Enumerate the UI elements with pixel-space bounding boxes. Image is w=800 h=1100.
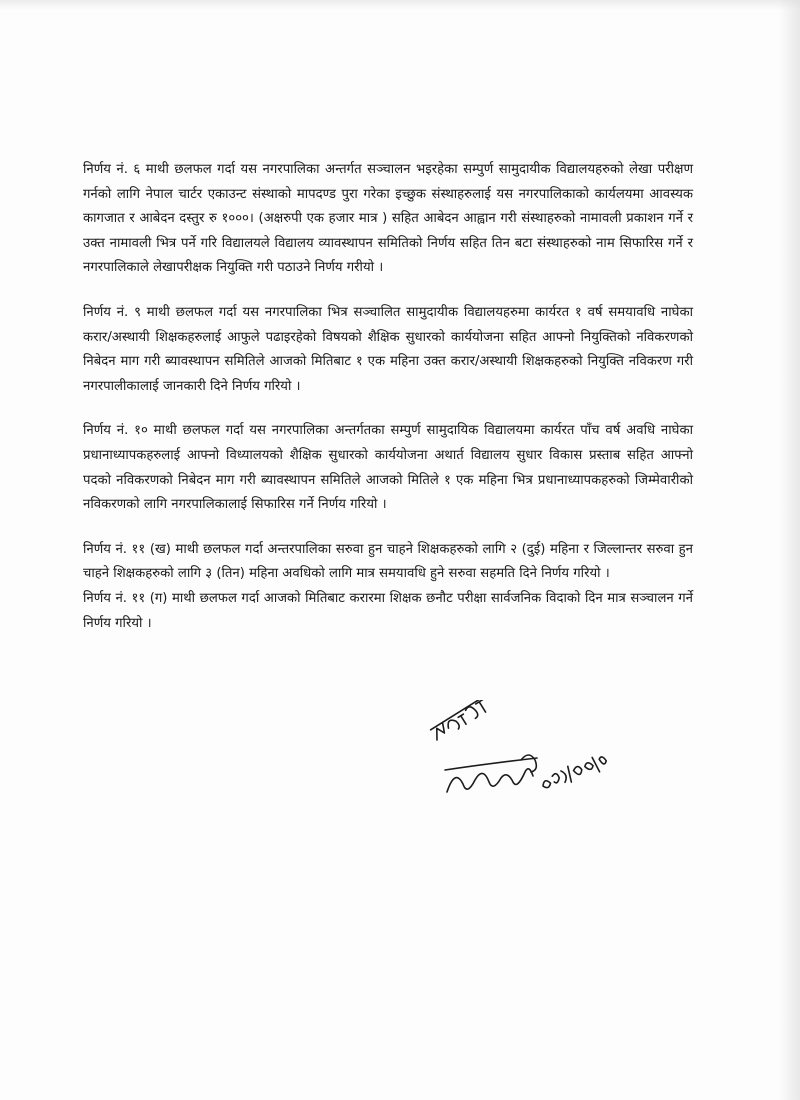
decision-paragraph-6: निर्णय नं. ६ माथी छलफल गर्दा यस नगरपालिका अन्तर्गत सञ्चालन भइरहेका सम्पुर्ण सामुदायीक विद्यालयहरुको लेखा परीक्षण गर्नको लागि नेपाल चार्टर एकाउन्ट संस्थाको मापदण्ड पुरा गरेका इच्छुक संस्थाहरुलाई यस नगरपालिकाको कार्यलयमा आवस्यक कागजात र आबेदन दस्तुर रु १०००। (अक्षरुपी एक हजार मात्र ) सहित आबेदन आह्वान गरी संस्थाहरुको नामावली प्रकाशन गर्ने र उक्त नामावली भित्र पर्ने गरि विद्यालयले विद्यालय व्यावस्थापन समितिको निर्णय सहित तिन बटा संस्थाहरुको नाम सिफारिस गर्ने र नगरपालिकाले लेखापरीक्षक नियुक्ति गरी पठाउने निर्णय गरीयो । <box>83 162 693 276</box>
decision-text-body <box>83 158 693 656</box>
decision-paragraph-9: निर्णय नं. ९ माथी छलफल गर्दा यस नगरपालिका भित्र सञ्चालित सामुदायीक विद्यालयहरुमा कार्यरत १ वर्ष समयावधि नाघेका करार/अस्थायी शिक्षकहरुलाई आफुले पढाइरहेको विषयको शैक्षिक सुधारको कार्ययोजना सहित आफ्नो नियुक्तिको नविकरणको निबेदन माग गरी ब्यावस्थापन समितिले आजको मितिबाट १ एक महिना उक्त करार/अस्थायी शिक्षकहरुको नियुक्ति नविकरण गरी नगरपालीकालाई जानकारी दिने निर्णय गरियो । <box>83 304 693 394</box>
decision-paragraph-11-ga: निर्णय नं. ११ (ग) माथी छलफल गर्दा आजको मितिबाट करारमा शिक्षक छनौट परीक्षा सार्वजनिक विदाको दिन मात्र सञ्चालन गर्ने निर्णय गरियो । <box>83 590 693 631</box>
scan-top-shadow <box>0 0 800 10</box>
handwritten-signature <box>425 700 625 810</box>
scan-edge-shadow <box>778 0 800 1100</box>
decision-paragraph-11-kha: निर्णय नं. ११ (ख) माथी छलफल गर्दा अन्तरपालिका सरुवा हुन चाहने शिक्षकहरुको लागि २ (दुई) महिना र जिल्लान्तर सरुवा हुन चाहने शिक्षकहरुको लागि ३ (तिन) महिना अवधिको लागि मात्र समयावधि हुने सरुवा सहमति दिने निर्णय गरियो । <box>83 541 693 582</box>
decision-paragraph-10: निर्णय नं. १० माथी छलफल गर्दा यस नगरपालिका अन्तर्गतका सम्पुर्ण सामुदायिक विद्यालयमा कार्यरत पाँच वर्ष अवधि नाघेका प्रधानाध्यापकहरुलाई आफ्नो विध्यालयको शैक्षिक सुधारको कार्ययोजना अथार्त विद्यालय सुधार विकास प्रस्ताब सहित आफ्नो पदको नविकरणको निबेदन माग गरी ब्यावस्थापन समितिले आजको मितिले १ एक महिना भित्र प्रधानाध्यापकहरुको जिम्मेवारीको नविकरणको लागि नगरपालिकालाई सिफारिस गर्ने निर्णय गरियो । <box>83 423 693 513</box>
